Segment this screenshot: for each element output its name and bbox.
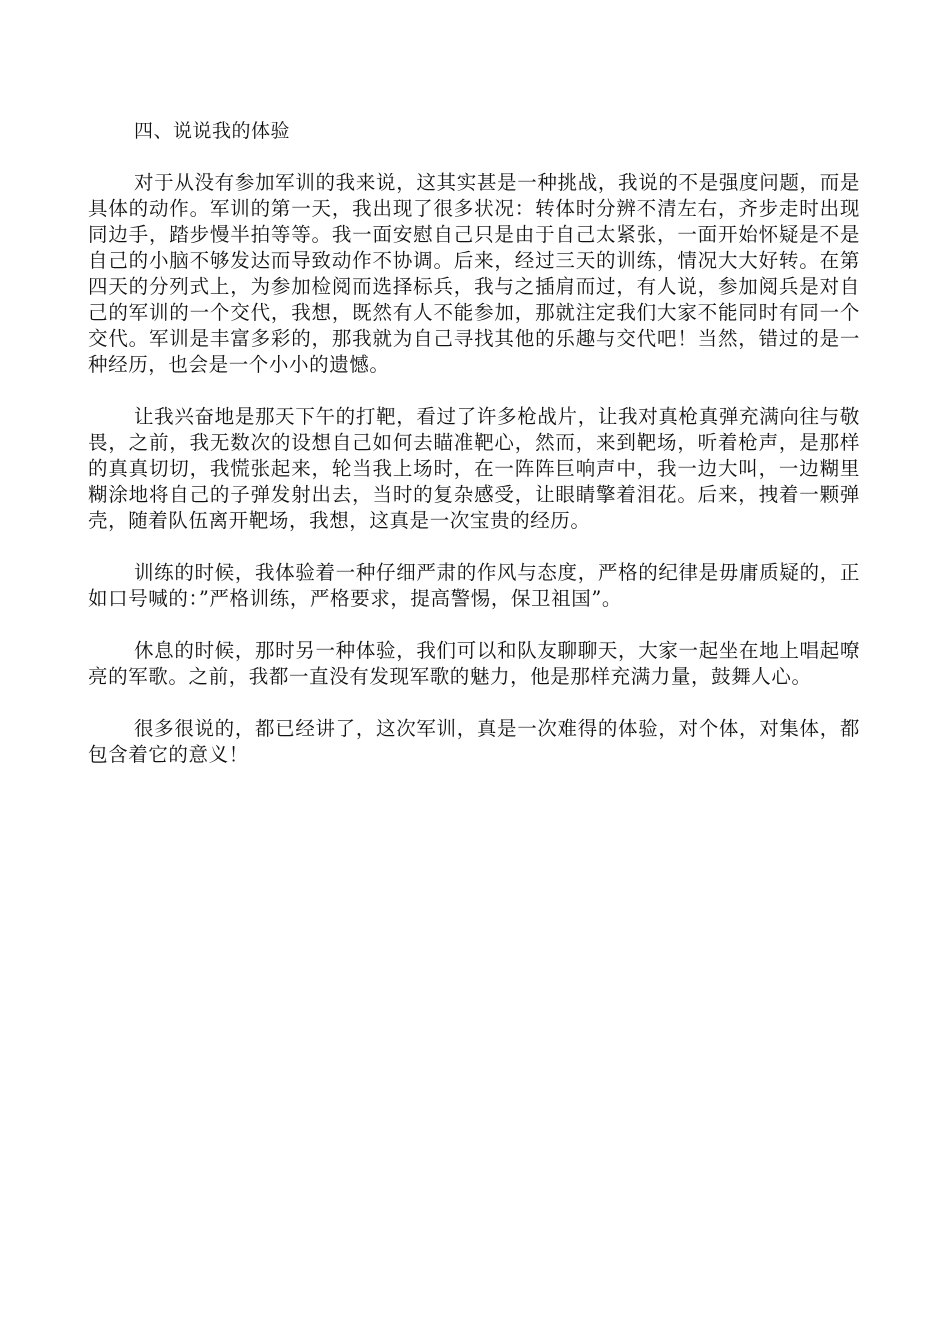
- paragraph-5: 很多很说的，都已经讲了，这次军训，真是一次难得的体验，对个体，对集体，都包含着它的意义！: [88, 717, 860, 766]
- paragraph-3: 训练的时候，我体验着一种仔细严肃的作风与态度，严格的纪律是毋庸质疑的，正如口号喊的：”严格训练，严格要求，提高警惕，保卫祖国”。: [88, 561, 860, 610]
- section-heading: 四、说说我的体验: [134, 120, 291, 142]
- paragraph-1: 对于从没有参加军训的我来说，这其实甚是一种挑战，我说的不是强度问题，而是具体的动作。军训的第一天，我出现了很多状况：转体时分辨不清左右，齐步走时出现同边手，踏步慢半拍等等。我一面安慰自己只是由于自己太紧张，一面开始怀疑是不是自己的小脑不够发达而导致动作不协调。后来，经过三天的训练，情况大大好转。在第四天的分列式上，为参加检阅而选择标兵，我与之插肩而过，有人说，参加阅兵是对自己的军训的一个交代，我想，既然有人不能参加，那就注定我们大家不能同时有同一个交代。军训是丰富多彩的，那我就为自己寻找其他的乐趣与交代吧！当然，错过的是一种经历，也会是一个小小的遗憾。: [88, 171, 860, 376]
- document-body: [88, 118, 860, 794]
- paragraph-2: 让我兴奋地是那天下午的打靶，看过了许多枪战片，让我对真枪真弹充满向往与敬畏，之前，我无数次的设想自己如何去瞄准靶心，然而，来到靶场，听着枪声，是那样的真真切切，我慌张起来，轮当我上场时，在一阵阵巨响声中，我一边大叫，一边糊里糊涂地将自己的子弹发射出去，当时的复杂感受，让眼睛擎着泪花。后来，拽着一颗弹壳，随着队伍离开靶场，我想，这真是一次宝贵的经历。: [88, 405, 860, 532]
- paragraph-4: 休息的时候，那时另一种体验，我们可以和队友聊聊天，大家一起坐在地上唱起嘹亮的军歌。之前，我都一直没有发现军歌的魅力，他是那样充满力量，鼓舞人心。: [88, 639, 860, 688]
